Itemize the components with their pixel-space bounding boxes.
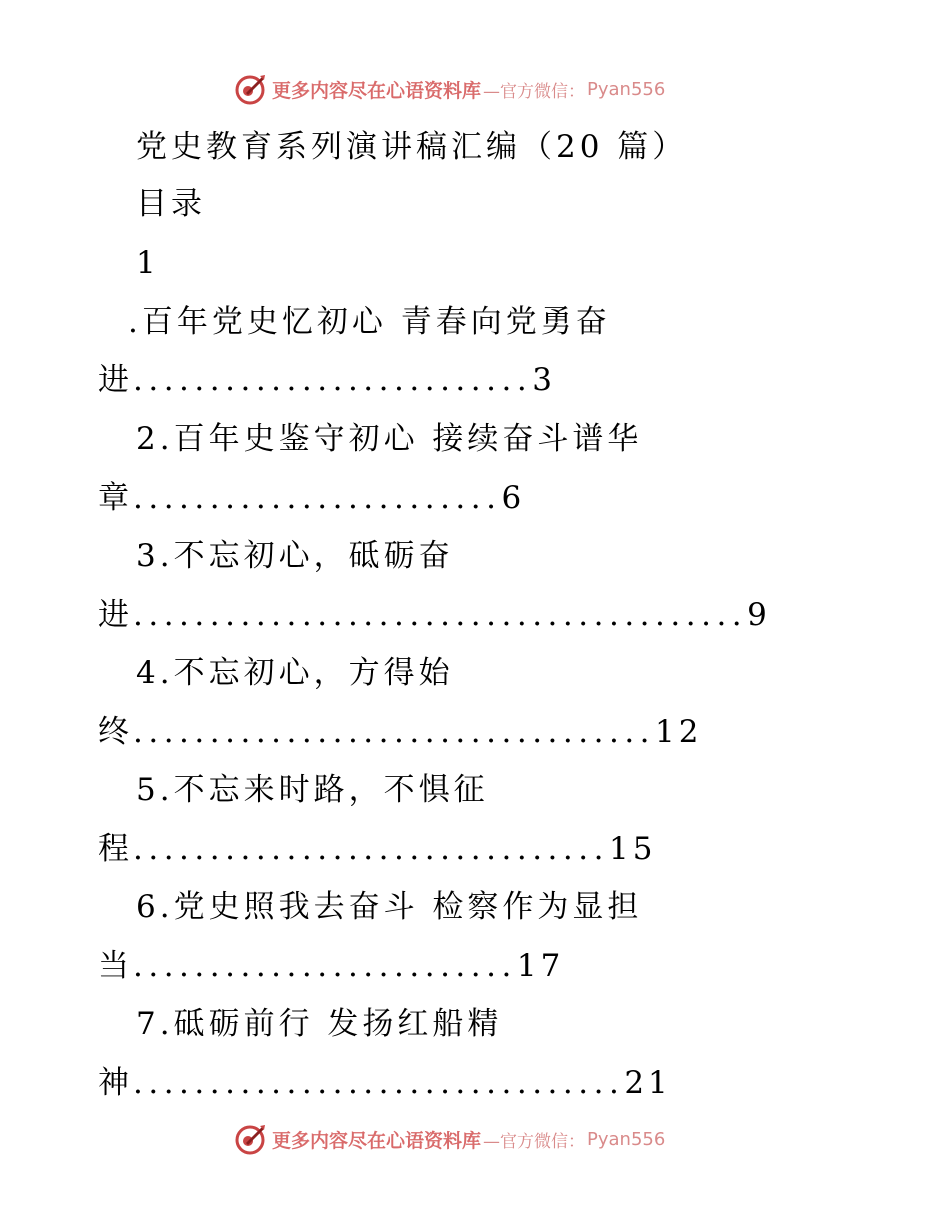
toc-entry-dots: .......................... <box>133 362 533 398</box>
toc-entry-title: 2.百年史鉴守初心 接续奋斗谱华 <box>136 421 643 457</box>
toc-entry-page: 6 <box>501 480 526 516</box>
watermark-text: 更多内容尽在心语资料库 <box>272 79 482 102</box>
toc-heading: 目录 <box>136 186 206 222</box>
toc-entry-end: 终 <box>98 714 133 750</box>
toc-entry-page: 9 <box>747 597 771 633</box>
toc-entry-title: 3.不忘初心，砥砺奋 <box>136 538 454 574</box>
toc-entry-end: 神 <box>98 1065 133 1101</box>
toc-entry-leader <box>98 478 525 518</box>
quill-logo-icon <box>234 73 266 105</box>
toc-entry-title: 4.不忘初心，方得始 <box>136 655 454 691</box>
toc-entry-leader <box>98 712 703 752</box>
toc-entry-page: 15 <box>608 831 657 867</box>
toc-entry-leader <box>98 829 656 869</box>
toc-entry-title: 7.砥砺前行 发扬红船精 <box>136 1006 503 1042</box>
toc-entry-title: 5.不忘来时路，不惧征 <box>136 772 489 808</box>
toc-entry-leader <box>98 946 564 986</box>
watermark-separator: —官方微信： <box>483 81 586 102</box>
toc-entry-dots: ......................... <box>133 948 517 984</box>
toc-entry-dots: ............................... <box>133 831 609 867</box>
toc-entry-dots: ........................................ <box>133 597 748 633</box>
toc-entry-leader <box>98 1063 672 1103</box>
watermark-handle: Pyan556 <box>587 78 666 100</box>
toc-entry-page: 21 <box>624 1065 672 1101</box>
toc-entry-dots: ........................ <box>133 480 502 516</box>
toc-entry-end: 当 <box>98 948 133 984</box>
toc-entry-title: 6.党史照我去奋斗 检察作为显担 <box>136 889 643 925</box>
toc-entry-page: 12 <box>655 714 703 750</box>
document-title: 党史教育系列演讲稿汇编（20 篇） <box>136 129 688 165</box>
quill-logo-icon <box>234 1123 266 1155</box>
toc-entry-end: 章 <box>98 480 133 516</box>
toc-entry-title: .百年党史忆初心 青春向党勇奋 <box>128 304 611 340</box>
watermark-handle: Pyan556 <box>587 1128 666 1150</box>
toc-entry-end: 进 <box>98 362 133 398</box>
toc-entry-page: 3 <box>532 362 556 398</box>
footer-watermark <box>234 1122 754 1156</box>
toc-entry-dots: ................................ <box>133 1065 625 1101</box>
watermark-text: 更多内容尽在心语资料库 <box>272 1129 482 1152</box>
toc-entry-leader <box>98 360 556 400</box>
header-watermark <box>234 72 754 106</box>
toc-first-number: 1 <box>136 245 160 281</box>
toc-entry-end: 程 <box>98 831 133 867</box>
toc-entry-dots: .................................. <box>133 714 656 750</box>
toc-entry-leader <box>98 595 771 635</box>
toc-entry-end: 进 <box>98 597 133 633</box>
toc-entry-page: 17 <box>516 948 565 984</box>
watermark-separator: —官方微信： <box>483 1131 586 1152</box>
